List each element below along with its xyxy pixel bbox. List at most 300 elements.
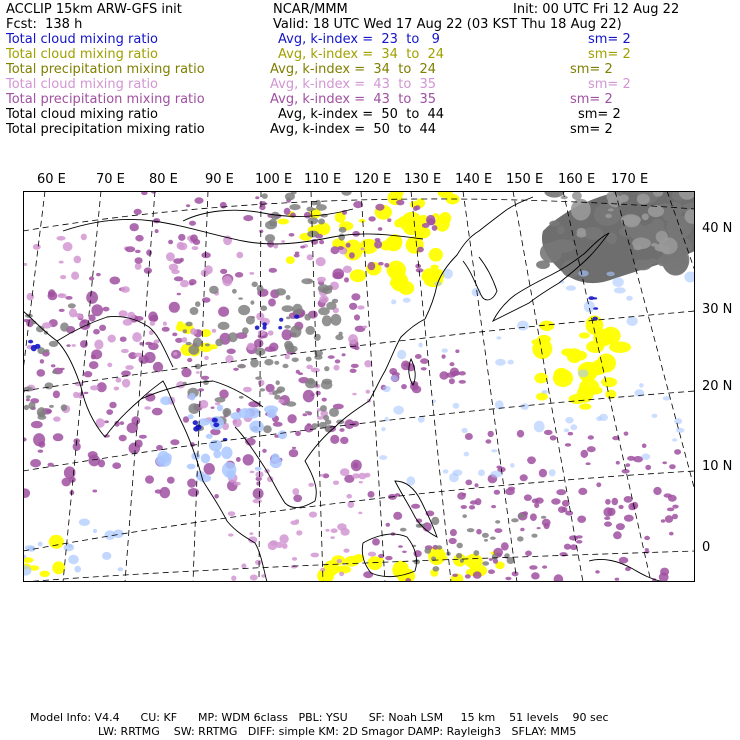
weather-cell xyxy=(605,499,611,505)
weather-cell xyxy=(235,272,243,278)
weather-cell xyxy=(389,368,397,375)
weather-cell xyxy=(606,272,614,277)
weather-cell xyxy=(68,303,76,308)
weather-cell xyxy=(248,401,260,407)
weather-cell xyxy=(570,544,578,550)
weather-cell xyxy=(61,404,67,411)
weather-cell xyxy=(249,421,264,433)
weather-cell xyxy=(190,234,198,242)
weather-cell xyxy=(321,381,333,390)
longitude-label: 120 E xyxy=(354,172,392,187)
weather-cell xyxy=(488,569,495,574)
field-smoothing: sm= 2 xyxy=(588,77,631,92)
weather-cell xyxy=(278,326,282,329)
weather-cell xyxy=(508,487,515,491)
weather-cell xyxy=(672,438,677,441)
weather-cell xyxy=(482,561,489,566)
weather-cell xyxy=(342,353,346,356)
longitude-label: 130 E xyxy=(404,172,442,187)
weather-cell xyxy=(393,568,400,572)
weather-cell xyxy=(213,423,219,428)
weather-cell xyxy=(287,414,296,423)
weather-cell xyxy=(195,197,204,204)
weather-cell xyxy=(211,407,215,409)
weather-cell xyxy=(616,461,620,465)
weather-cell xyxy=(542,390,548,394)
weather-cell xyxy=(345,556,359,567)
weather-cell xyxy=(178,234,185,241)
weather-cell xyxy=(188,414,194,419)
longitude-label: 90 E xyxy=(205,172,234,187)
weather-cell xyxy=(318,219,325,225)
weather-cell xyxy=(562,260,581,278)
weather-cell xyxy=(335,334,343,340)
weather-cell xyxy=(322,398,327,402)
weather-cell xyxy=(264,359,273,366)
weather-cell xyxy=(453,470,463,476)
weather-cell xyxy=(209,286,219,294)
weather-cell xyxy=(253,499,262,504)
weather-cell xyxy=(252,282,258,288)
weather-cell xyxy=(148,343,159,351)
field-smoothing: sm= 2 xyxy=(570,62,613,77)
weather-cell xyxy=(544,430,553,435)
weather-cell xyxy=(335,359,341,363)
weather-cell xyxy=(527,456,536,464)
weather-cell xyxy=(450,362,455,366)
weather-cell xyxy=(316,391,321,396)
weather-cell xyxy=(195,301,200,307)
weather-cell xyxy=(88,451,98,459)
weather-cell xyxy=(442,354,446,358)
weather-cell xyxy=(177,293,181,296)
init-time: Init: 00 UTC Fri 12 Aug 22 xyxy=(513,2,680,17)
weather-cell xyxy=(179,243,188,251)
weather-cell xyxy=(74,566,81,573)
weather-cell xyxy=(478,470,485,477)
field-avg-range: Avg, k-index = 34 to 24 xyxy=(270,62,437,77)
weather-cell xyxy=(550,239,576,253)
weather-cell xyxy=(328,355,335,359)
weather-cell xyxy=(71,272,79,280)
weather-cell xyxy=(488,431,494,437)
weather-cell xyxy=(457,492,466,499)
weather-cell xyxy=(577,228,586,235)
weather-cell xyxy=(320,405,327,412)
weather-cell xyxy=(183,329,188,333)
weather-cell xyxy=(464,452,470,457)
weather-cell xyxy=(269,219,277,227)
weather-cell xyxy=(314,334,321,341)
weather-cell xyxy=(532,499,539,504)
weather-cell xyxy=(305,379,317,388)
field-name: Total cloud mixing ratio xyxy=(6,32,159,47)
weather-cell xyxy=(146,249,152,255)
weather-cell xyxy=(89,276,94,280)
weather-cell xyxy=(307,254,314,260)
weather-cell xyxy=(72,344,76,347)
weather-cell xyxy=(308,217,319,224)
weather-cell xyxy=(145,393,155,401)
weather-cell xyxy=(620,194,629,202)
weather-cell xyxy=(476,529,482,535)
weather-cell xyxy=(250,359,259,368)
weather-cell xyxy=(593,307,598,310)
weather-cell xyxy=(296,370,300,374)
weather-cell xyxy=(301,278,313,284)
weather-cell xyxy=(155,229,159,233)
weather-cell xyxy=(609,342,631,353)
weather-cell xyxy=(557,226,565,234)
weather-cell xyxy=(565,417,573,424)
weather-cell xyxy=(190,307,199,315)
field-smoothing: sm= 2 xyxy=(588,47,631,62)
weather-cell xyxy=(262,449,267,453)
weather-cell xyxy=(626,296,633,301)
weather-cell xyxy=(163,322,167,326)
weather-cell xyxy=(173,352,177,356)
weather-cell xyxy=(569,394,587,404)
weather-cell xyxy=(529,565,537,570)
weather-cell xyxy=(459,371,466,375)
weather-cell xyxy=(186,322,193,327)
weather-cell xyxy=(534,503,539,508)
weather-cell xyxy=(588,296,594,300)
weather-cell xyxy=(578,369,589,377)
weather-cell xyxy=(188,488,199,497)
weather-cell xyxy=(474,483,478,487)
weather-cell xyxy=(319,295,328,303)
weather-cell xyxy=(524,494,532,501)
weather-cell xyxy=(627,456,635,461)
weather-cell xyxy=(259,230,263,233)
weather-cell xyxy=(393,406,404,415)
weather-cell xyxy=(221,447,232,460)
weather-cell xyxy=(30,459,41,467)
weather-cell xyxy=(292,304,302,315)
weather-cell xyxy=(278,399,284,403)
weather-cell xyxy=(255,196,259,199)
weather-cell xyxy=(294,254,300,258)
weather-cell xyxy=(37,369,46,377)
weather-cell xyxy=(132,332,142,342)
weather-cell xyxy=(258,330,266,336)
weather-cell xyxy=(241,563,246,568)
weather-cell xyxy=(144,406,151,410)
weather-cell xyxy=(53,416,61,421)
weather-cell xyxy=(578,270,588,276)
weather-cell xyxy=(596,482,601,487)
weather-cell xyxy=(452,574,458,577)
weather-cell xyxy=(562,507,568,512)
weather-cell xyxy=(553,369,573,387)
weather-cell xyxy=(329,408,339,417)
weather-cell xyxy=(285,354,290,359)
weather-cell xyxy=(367,556,382,570)
weather-cell xyxy=(255,560,262,565)
weather-cell xyxy=(255,377,262,380)
weather-cell xyxy=(294,315,299,319)
weather-cell xyxy=(249,272,254,275)
weather-cell xyxy=(261,574,265,577)
weather-cell xyxy=(94,340,103,350)
weather-cell xyxy=(215,397,226,403)
weather-cell xyxy=(212,329,217,333)
weather-cell xyxy=(90,385,99,390)
weather-cell xyxy=(613,531,622,539)
model-info-line1: Model Info: V4.4 CU: KF MP: WDM 6class PBL: YSU SF: Noah LSM 15 km 51 levels 90 sec xyxy=(30,711,609,724)
weather-cell xyxy=(278,430,287,439)
weather-cell xyxy=(482,533,489,538)
latitude-label: 0 xyxy=(702,540,711,555)
weather-cell xyxy=(38,450,44,453)
weather-cell xyxy=(102,552,111,560)
weather-cell xyxy=(120,337,127,342)
weather-cell xyxy=(66,344,70,347)
weather-cell xyxy=(453,403,460,409)
weather-cell xyxy=(93,529,97,533)
weather-cell xyxy=(28,402,35,409)
weather-cell xyxy=(669,218,682,227)
weather-cell xyxy=(401,384,407,389)
weather-cell xyxy=(168,240,173,245)
forecast-hour: Fcst: 138 h xyxy=(6,17,83,32)
weather-cell xyxy=(534,373,548,384)
weather-cell xyxy=(604,517,610,520)
weather-cell xyxy=(385,556,392,560)
weather-cell xyxy=(152,408,163,416)
weather-cell xyxy=(243,387,252,393)
weather-cell xyxy=(250,300,254,304)
weather-cell xyxy=(60,322,69,331)
weather-cell xyxy=(456,553,462,559)
weather-cell xyxy=(309,512,317,518)
weather-cell xyxy=(249,532,253,535)
weather-cell xyxy=(578,488,587,495)
weather-cell xyxy=(35,344,41,349)
weather-cell xyxy=(525,551,532,557)
weather-cell xyxy=(305,326,315,335)
weather-cell xyxy=(542,565,547,568)
weather-cell xyxy=(459,380,466,384)
weather-cell xyxy=(134,209,142,215)
weather-cell xyxy=(378,262,384,266)
weather-cell xyxy=(352,393,356,396)
weather-cell xyxy=(667,508,674,512)
longitude-label: 150 E xyxy=(506,172,544,187)
weather-cell xyxy=(642,213,649,220)
weather-cell xyxy=(187,479,196,488)
weather-cell xyxy=(220,269,227,274)
weather-cell xyxy=(40,359,44,364)
weather-cell xyxy=(637,194,650,205)
weather-cell xyxy=(303,413,308,416)
weather-cell xyxy=(308,483,314,487)
field-smoothing: sm= 2 xyxy=(570,122,613,137)
weather-cell xyxy=(491,471,502,478)
weather-cell xyxy=(340,468,350,476)
weather-cell xyxy=(326,285,333,290)
weather-cell xyxy=(337,559,342,563)
weather-cell xyxy=(264,405,278,413)
weather-cell xyxy=(364,360,372,367)
weather-cell xyxy=(234,482,241,486)
weather-cell xyxy=(565,443,571,447)
weather-cell xyxy=(49,535,64,549)
weather-cell xyxy=(286,256,295,264)
weather-cell xyxy=(243,454,254,465)
weather-cell xyxy=(107,363,112,368)
weather-cell xyxy=(233,368,239,371)
weather-cell xyxy=(624,496,633,503)
weather-cell xyxy=(189,393,196,401)
weather-cell xyxy=(103,307,110,312)
weather-cell xyxy=(492,554,498,560)
weather-cell xyxy=(224,409,230,415)
weather-cell xyxy=(282,543,288,549)
weather-cell xyxy=(28,340,33,344)
weather-cell xyxy=(40,571,50,577)
weather-cell xyxy=(227,349,236,355)
weather-cell xyxy=(386,523,391,527)
weather-cell xyxy=(350,369,357,373)
weather-cell xyxy=(484,539,488,542)
weather-cell xyxy=(190,328,197,335)
weather-cell xyxy=(291,565,298,569)
weather-cell xyxy=(351,293,360,300)
weather-cell xyxy=(51,364,56,367)
weather-cell xyxy=(344,277,349,282)
weather-cell xyxy=(651,243,658,247)
weather-cell xyxy=(181,368,191,378)
weather-cell xyxy=(494,490,500,495)
weather-cell xyxy=(429,248,443,262)
weather-cell xyxy=(238,297,243,299)
weather-cell xyxy=(378,227,383,231)
weather-cell xyxy=(44,331,48,335)
weather-cell xyxy=(167,477,175,484)
weather-cell xyxy=(135,235,143,242)
weather-cell xyxy=(228,533,234,536)
weather-cell xyxy=(561,348,575,356)
weather-cell xyxy=(300,246,305,249)
weather-cell xyxy=(351,364,359,368)
weather-cell xyxy=(587,446,596,452)
weather-cell xyxy=(275,288,286,295)
weather-cell xyxy=(228,511,236,516)
weather-cell xyxy=(129,443,141,455)
weather-cell xyxy=(319,240,324,244)
weather-cell xyxy=(49,341,58,347)
weather-cell xyxy=(289,204,300,210)
weather-cell xyxy=(465,433,473,440)
weather-cell xyxy=(676,428,685,433)
center-label: NCAR/MMM xyxy=(273,2,348,17)
weather-cell xyxy=(46,410,52,413)
weather-cell xyxy=(330,435,339,444)
weather-cell xyxy=(439,371,448,379)
weather-cell xyxy=(122,379,130,388)
weather-cell xyxy=(259,204,265,210)
weather-cell xyxy=(341,528,350,536)
weather-cell xyxy=(268,330,274,335)
weather-cell xyxy=(350,269,366,282)
weather-cell xyxy=(106,409,113,415)
weather-cell xyxy=(470,500,477,504)
weather-cell xyxy=(570,424,577,430)
weather-cell xyxy=(400,220,416,231)
weather-cell xyxy=(387,218,391,222)
weather-cell xyxy=(182,337,188,343)
field-avg-range: Avg, k-index = 43 to 35 xyxy=(270,92,437,107)
weather-cell xyxy=(536,393,548,401)
weather-cell xyxy=(391,375,399,381)
weather-cell xyxy=(144,352,155,363)
weather-cell xyxy=(68,555,79,564)
weather-cell xyxy=(530,513,537,521)
weather-cell xyxy=(495,359,506,366)
weather-cell xyxy=(243,215,253,221)
weather-cell xyxy=(263,425,272,433)
weather-cell xyxy=(398,281,414,295)
weather-cell xyxy=(236,252,243,259)
weather-cell xyxy=(542,519,551,527)
weather-cell xyxy=(333,481,339,485)
weather-cell xyxy=(449,378,455,384)
weather-cell xyxy=(391,299,396,304)
weather-cell xyxy=(237,364,246,368)
weather-cell xyxy=(358,512,362,515)
weather-cell xyxy=(114,387,120,391)
weather-cell xyxy=(99,325,106,331)
weather-cell xyxy=(135,250,141,253)
weather-cell xyxy=(576,540,582,544)
weather-cell xyxy=(612,498,619,505)
weather-cell xyxy=(368,491,375,498)
weather-cell xyxy=(209,440,222,452)
weather-cell xyxy=(415,354,422,359)
weather-cell xyxy=(33,433,45,446)
weather-cell xyxy=(576,535,583,538)
weather-cell xyxy=(549,221,560,227)
weather-cell xyxy=(400,528,407,532)
weather-cell xyxy=(469,505,475,509)
weather-cell xyxy=(260,388,266,391)
weather-cell xyxy=(277,219,289,225)
field-name: Total precipitation mixing ratio xyxy=(6,92,205,107)
weather-cell xyxy=(652,414,658,418)
weather-cell xyxy=(348,334,358,344)
weather-cell xyxy=(307,231,319,238)
weather-cell xyxy=(155,489,162,493)
weather-cell xyxy=(89,361,99,369)
weather-cell xyxy=(556,489,566,495)
weather-cell xyxy=(135,263,142,270)
weather-cell xyxy=(296,530,302,535)
weather-cell xyxy=(303,390,315,403)
weather-cell xyxy=(171,270,180,275)
weather-cell xyxy=(214,494,219,499)
weather-cell xyxy=(432,225,438,231)
weather-cell xyxy=(27,293,35,301)
weather-cell xyxy=(169,302,180,313)
weather-cell xyxy=(510,463,515,468)
weather-cell xyxy=(325,529,329,532)
weather-cell xyxy=(642,454,651,460)
weather-cell xyxy=(274,361,279,365)
weather-cell xyxy=(139,435,147,439)
weather-cell xyxy=(274,395,280,400)
